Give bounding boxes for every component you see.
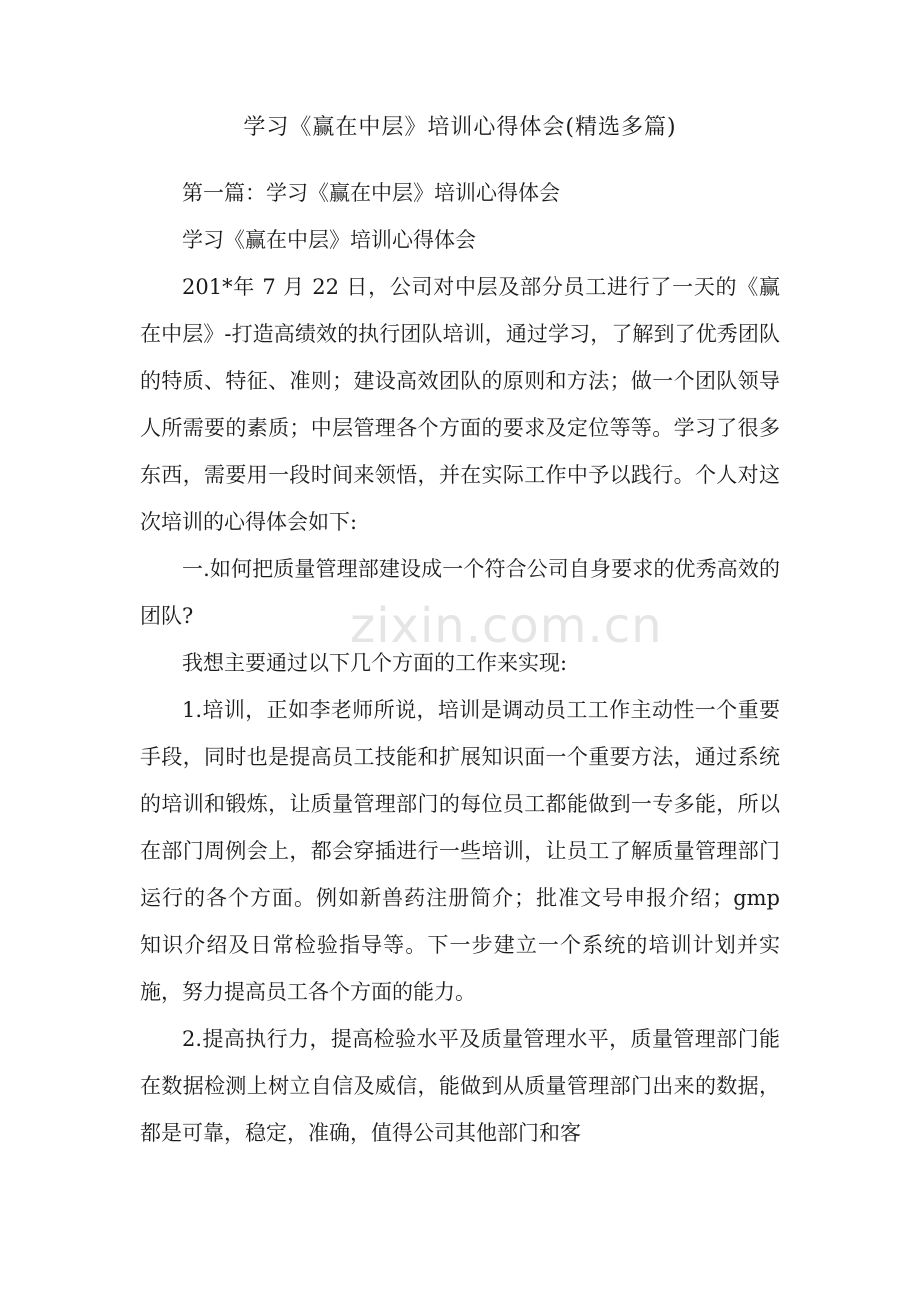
section-heading: 第一篇：学习《赢在中层》培训心得体会 — [182, 181, 560, 205]
watermark: zixin.com.cn — [350, 598, 663, 654]
subheading: 学习《赢在中层》培训心得体会 — [182, 228, 476, 252]
document-body — [140, 170, 780, 1157]
paragraph: 我想主要通过以下几个方面的工作来实现: — [182, 651, 568, 675]
document-title: 学习《赢在中层》培训心得体会(精选多篇) — [243, 115, 677, 140]
question-heading: 一.如何把质量管理部建设成一个符合公司自身要求的优秀高效的团队? — [140, 557, 780, 628]
paragraph: 201*年 7 月 22 日，公司对中层及部分员工进行了一天的《赢在中层》-打造高绩效的执行团队培训，通过学习，了解到了优秀团队的特质、特征、准则；建设高效团队的原则和方法；做一个团队领导人所需要的素质；中层管理各个方面的要求及定位等等。学习了很多东西，需要用一段时间来领悟，并在实际工作中予以践行。个人对这次培训的心得体会如下: — [140, 275, 780, 534]
list-item: 2.提高执行力，提高检验水平及质量管理水平，质量管理部门能在数据检测上树立自信及威信，能做到从质量管理部门出来的数据，都是可靠，稳定，准确，值得公司其他部门和客 — [140, 1027, 780, 1145]
list-item: 1.培训，正如李老师所说，培训是调动员工工作主动性一个重要手段，同时也是提高员工技能和扩展知识面一个重要方法，通过系统的培训和锻炼，让质量管理部门的每位员工都能做到一专多能，所以在部门周例会上，都会穿插进行一些培训，让员工了解质量管理部门运行的各个方面。例如新兽药注册简介；批准文号申报介绍；gmp 知识介绍及日常检验指导等。下一步建立一个系统的培训计划并实施，努力提高员工各个方面的能力。 — [140, 698, 780, 1004]
